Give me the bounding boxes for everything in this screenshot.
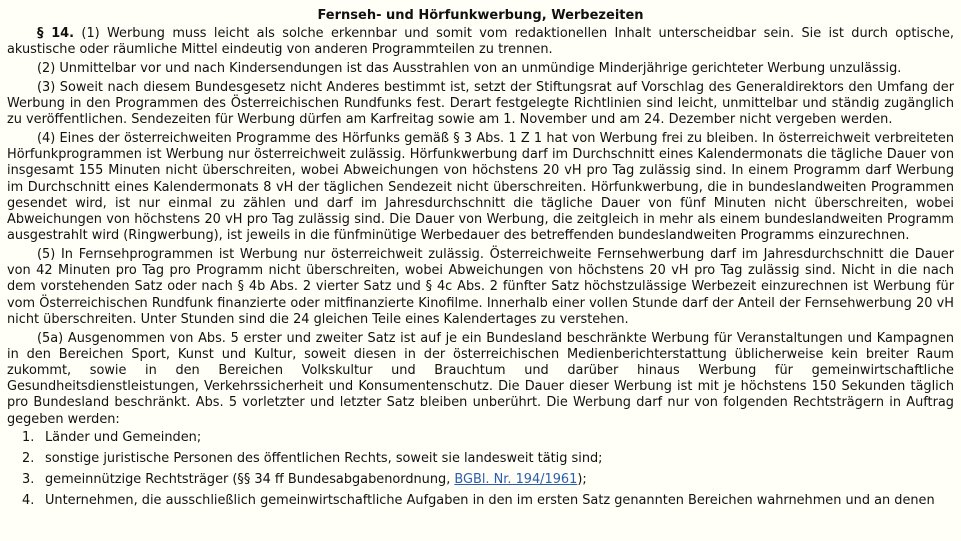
paragraph-abs3: (3) Soweit nach diesem Bundesgesetz nicht Anderes bestimmt ist, setzt der Stiftungsrat auf Vorschlag des Generaldirektors den Umfang der Werbung in den Programmen des Österreichischen Rundfunks fest. Derart festgelegte Richtlinien sind leicht, unmittelbar und ständig zugänglich zu veröffentlichen. Sendezeiten für Werbung dürfen am Karfreitag sowie am 1. November und am 24. Dezember nicht vergeben werden. bbox=[7, 79, 954, 128]
paragraph-abs5: (5) In Fernsehprogrammen ist Werbung nur österreichweit zulässig. Österreichweite Fernsehwerbung darf im Jahresdurchschnitt die Dauer von 42 Minuten pro Tag pro Programm nicht überschreiten, wobei Abweichungen von höchstens 20 vH pro Tag zulässig sind. Nicht in die nach dem vorstehenden Satz oder nach § 4b Abs. 2 vierter Satz und § 4c Abs. 2 fünfter Satz höchstzulässige Werbezeit einzurechnen ist Werbung für vom Österreichischen Rundfunk finanzierte oder mitfinanzierte Kinofilme. Innerhalb einer vollen Stunde darf der Anteil der Fernsehwerbung 20 vH nicht überschreiten. Unter Stunden sind die 24 gleichen Teile eines Kalendertages zu verstehen. bbox=[7, 247, 954, 327]
list-item-number: 3. bbox=[22, 471, 35, 487]
list-item-number: 4. bbox=[22, 492, 35, 508]
section-heading: Fernseh- und Hörfunkwerbung, Werbezeiten bbox=[317, 8, 644, 23]
list-item-text: Länder und Gemeinden; bbox=[45, 430, 202, 446]
list-item bbox=[7, 472, 954, 488]
abs1-text: (1) Werbung muss leicht als solche erkennbar und somit vom redaktionellen Inhalt unterscheidbar sein. Sie ist durch optische, akustische oder räumliche Mittel eindeutig von anderen Programmteilen zu trennen. bbox=[7, 26, 954, 58]
list-item-tail: ); bbox=[577, 471, 587, 487]
list-item-number: 1. bbox=[22, 430, 35, 446]
list-item bbox=[7, 493, 954, 509]
list-item bbox=[7, 451, 954, 467]
list-item-text: Unternehmen, die ausschließlich gemeinwirtschaftliche Aufgaben in den im ersten Satz genannten Bereichen wahrnehmen und an denen bbox=[45, 492, 935, 508]
list-item-text: sonstige juristische Personen des öffentlichen Rechts, soweit sie landesweit tätig sind; bbox=[45, 451, 603, 467]
paragraph-abs5a: (5a) Ausgenommen von Abs. 5 erster und zweiter Satz ist auf je ein Bundesland beschränkte Werbung für Veranstaltungen und Kampagnen in den Bereichen Sport, Kunst und Kultur, soweit diesen in der österreichischen Medienberichterstattung üblicherweise kein breiter Raum zukommt, sowie in den Bereichen Volkskultur und Brauchtum und darüber hinaus Werbung für gemeinwirtschaftliche Gesundheitsdienstleistungen, Verkehrssicherheit und Konsumentenschutz. Die Dauer dieser Werbung ist mit je höchstens 150 Sekunden täglich pro Bundesland beschränkt. Abs. 5 vorletzter und letzter Satz bleiben unberührt. Die Werbung darf nur von folgenden Rechtsträgern in Auftrag gegeben werden: bbox=[7, 330, 954, 427]
legal-entity-list bbox=[7, 430, 954, 508]
bgbl-link[interactable]: BGBl. Nr. 194/1961 bbox=[454, 471, 578, 487]
list-item bbox=[7, 430, 954, 446]
section-number: § 14. bbox=[37, 26, 75, 41]
list-item-number: 2. bbox=[22, 451, 35, 467]
paragraph-abs1 bbox=[7, 26, 954, 58]
list-item-text: gemeinnützige Rechtsträger (§§ 34 ff Bundesabgabenordnung, bbox=[45, 471, 455, 487]
paragraph-abs4: (4) Eines der österreichweiten Programme des Hörfunks gemäß § 3 Abs. 1 Z 1 hat von Werbung frei zu bleiben. In österreichweit verbreiteten Hörfunkprogrammen ist Werbung nur österreichweit zulässig. Hörfunkwerbung darf im Durchschnitt eines Kalendermonats die tägliche Dauer von insgesamt 155 Minuten nicht überschreiten, wobei Abweichungen von höchstens 20 vH pro Tag zulässig sind. In einem Programm darf Werbung im Durchschnitt eines Kalendermonats 8 vH der täglichen Sendezeit nicht überschreiten. Hörfunkwerbung, die in bundeslandweiten Programmen gesendet wird, ist nur einmal zu zählen und darf im Jahresdurchschnitt die tägliche Dauer von fünf Minuten nicht überschreiten, wobei Abweichungen von höchstens 20 vH pro Tag zulässig sind. Die Dauer von Werbung, die zeitgleich in mehr als einem bundeslandweiten Programm ausgestrahlt wird (Ringwerbung), ist jeweils in die fünfminütige Werbedauer des betreffenden bundeslandweiten Programms einzurechnen. bbox=[7, 131, 954, 244]
paragraph-abs2: (2) Unmittelbar vor und nach Kindersendungen ist das Ausstrahlen von an unmündige Minderjährige gerichteter Werbung unzulässig. bbox=[37, 61, 902, 76]
